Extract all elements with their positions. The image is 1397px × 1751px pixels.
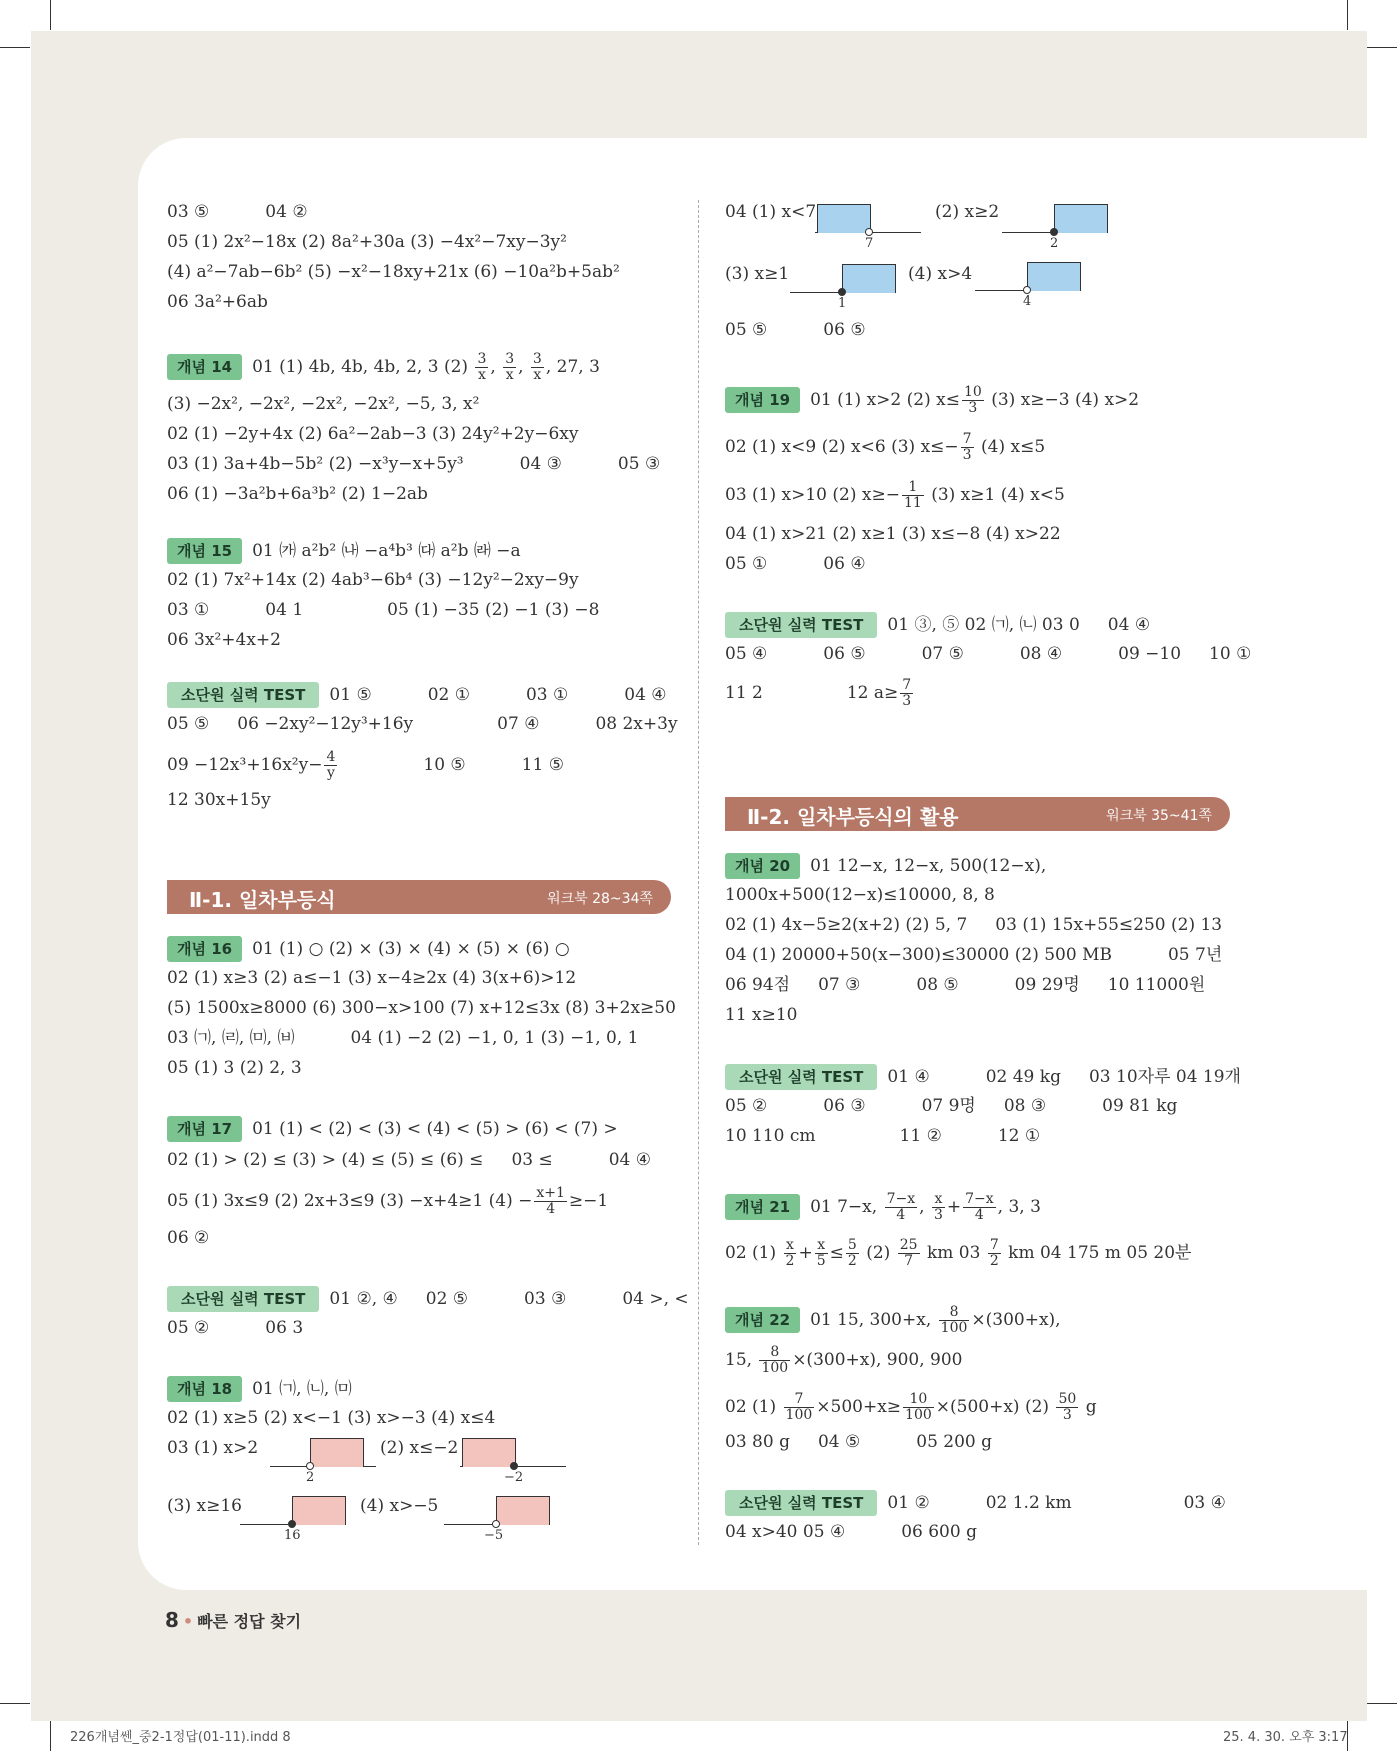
fraction: $\frac{5}{2}$ (847, 1237, 857, 1269)
answer-line: 02 (1) $\frac{7}{100}$ ×500+x≥ $\frac{10}{100}$ ×(500+x) (2) $\frac{50}{3}$ g (725, 1391, 1097, 1423)
answer-line: (5) 1500x≥8000 (6) 300−x>100 (7) x+12≤3x (8) 3+2x≥50 (167, 998, 676, 1018)
answer-line: 05 (1) 2x²−18x (2) 8a²+30a (3) −4x²−7xy−3y² (167, 232, 567, 252)
answer-line: 04 (1) x>21 (2) x≥1 (3) x≤−8 (4) x>22 (725, 524, 1061, 544)
number-line: −5 (444, 1496, 554, 1546)
answer-line: 15, $\frac{8}{100}$ ×(300+x), 900, 900 (725, 1344, 963, 1376)
test-badge: 소단원 실력 TEST (167, 682, 319, 708)
answer-line: 10 110 cm 11 ② 12 ① (725, 1126, 1041, 1146)
section-header-2: Ⅱ-2. 일차부등식의 활용 워크북 35~41쪽 (725, 797, 1230, 831)
crop-mark (1347, 0, 1348, 30)
answer-line: 05 ⑤ 06 ⑤ (725, 320, 866, 340)
fraction: $\frac{3}{x}$ (477, 351, 487, 383)
answer-line: (2) x≥2 (935, 202, 1000, 222)
number-line: −2 (460, 1438, 570, 1488)
answer-line: (2) x≤−2 (380, 1438, 459, 1458)
concept-badge: 개념 22 (725, 1307, 800, 1333)
number-line: 16 (240, 1496, 350, 1546)
crop-mark (1367, 1703, 1397, 1704)
fraction: $\frac{7}{3}$ (902, 677, 912, 709)
concept-badge: 개념 16 (167, 936, 242, 962)
concept-badge: 개념 17 (167, 1116, 242, 1142)
footer-title: 빠른 정답 찾기 (197, 1612, 302, 1631)
concept-17-line: 개념 17 01 (1) < (2) < (3) < (4) < (5) > (6) < (7) > (167, 1116, 618, 1142)
fraction: $\frac{25}{7}$ (899, 1237, 918, 1269)
fraction: $\frac{7}{100}$ (785, 1391, 813, 1423)
answer-line: (4) x>−5 (360, 1496, 439, 1516)
concept-badge: 개념 20 (725, 853, 800, 879)
test-5-line: 소단원 실력 TEST 01 ② 02 1.2 km 03 ④ (725, 1490, 1226, 1516)
test-1-line: 소단원 실력 TEST 01 ⑤ 02 ① 03 ① 04 ④ (167, 682, 667, 708)
answer-line: (4) x>4 (908, 264, 973, 284)
answer-line: 03 ㈀, ㈃, ㈄, ㈅ 04 (1) −2 (2) −1, 0, 1 (3) −1, 0, 1 (167, 1028, 639, 1048)
fraction: $\frac{x+1}{4}$ (536, 1185, 565, 1217)
test-badge: 소단원 실력 TEST (725, 1490, 877, 1516)
concept-badge: 개념 21 (725, 1194, 800, 1220)
concept-badge: 개념 15 (167, 538, 242, 564)
concept-badge: 개념 18 (167, 1376, 242, 1402)
answer-line: 04 (1) x<7 (725, 202, 817, 222)
answer-line: 03 ① 04 1 05 (1) −35 (2) −1 (3) −8 (167, 600, 600, 620)
fraction: $\frac{50}{3}$ (1058, 1391, 1077, 1423)
answer-line: 02 (1) x≥3 (2) a≤−1 (3) x−4≥2x (4) 3(x+6)>12 (167, 968, 577, 988)
answer-line: 02 (1) 7x²+14x (2) 4ab³−6b⁴ (3) −12y²−2xy−9y (167, 570, 579, 590)
concept-22-line: 개념 22 01 15, 300+x, $\frac{8}{100}$ ×(300+x), (725, 1305, 1061, 1336)
concept-21-line: 개념 21 01 7−x, $\frac{7-x}{4}$ , $\frac{x}{3}$ + $\frac{7-x}{4}$ , 3, 3 (725, 1192, 1041, 1223)
column-divider (698, 200, 699, 1545)
answer-line: 03 (1) x>2 (167, 1438, 259, 1458)
fraction: $\frac{1}{11}$ (903, 479, 922, 511)
answer-line: 05 ② 06 ③ 07 9명 08 ③ 09 81 kg (725, 1096, 1178, 1116)
footer-dot: • (182, 1612, 194, 1631)
answer-line: 05 (1) 3 (2) 2, 3 (167, 1058, 302, 1078)
crop-mark (1367, 47, 1397, 48)
answer-line: 11 2 12 a≥ $\frac{7}{3}$ (725, 677, 912, 709)
crop-mark (50, 0, 51, 30)
answer-line: 03 (1) 3a+4b−5b² (2) −x³y−x+5y³ 04 ③ 05 ③ (167, 454, 661, 474)
answer-line: 02 (1) x≥5 (2) x<−1 (3) x>−3 (4) x≤4 (167, 1408, 496, 1428)
answer-line: 05 ⑤ 06 −2xy²−12y³+16y 07 ④ 08 2x+3y (167, 714, 678, 734)
concept-14-line: 개념 14 01 (1) 4b, 4b, 4b, 2, 3 (2) $\frac{3}{x}$ , $\frac{3}{x}$ , $\frac{3}{x}$ , 27, 3 (167, 352, 600, 383)
fraction: $\frac{x}{3}$ (933, 1191, 943, 1223)
answer-line: 02 (1) > (2) ≤ (3) > (4) ≤ (5) ≤ (6) ≤ 03 ≤ 04 ④ (167, 1150, 651, 1170)
answer-line: 11 x≥10 (725, 1005, 798, 1025)
answer-line: 05 ① 06 ④ (725, 554, 866, 574)
answer-line: 09 −12x³+16x²y− $\frac{4}{y}$ 10 ⑤ 11 ⑤ (167, 749, 564, 781)
answer-line: (3) x≥1 (725, 264, 790, 284)
fraction: $\frac{10}{3}$ (963, 384, 982, 416)
concept-19-line: 개념 19 01 (1) x>2 (2) x≤ $\frac{10}{3}$ (3) x≥−3 (4) x>2 (725, 385, 1139, 416)
print-date: 25. 4. 30. 오후 3:17 (1223, 1730, 1348, 1745)
concept-15-line: 개념 15 01 ㈎ a²b² ㈏ −a⁴b³ ㈐ a²b ㈑ −a (167, 538, 521, 564)
answer-line: 06 3x²+4x+2 (167, 630, 281, 650)
fraction: $\frac{8}{100}$ (761, 1344, 789, 1376)
answer-line: 06 94점 07 ③ 08 ⑤ 09 29명 10 11000원 (725, 975, 1206, 995)
crop-mark (50, 1721, 51, 1751)
test-3-line: 소단원 실력 TEST 01 ③, ⑤ 02 ㈀, ㈁ 03 0 04 ④ (725, 612, 1150, 638)
concept-badge: 개념 19 (725, 387, 800, 413)
answer-line: 1000x+500(12−x)≤10000, 8, 8 (725, 885, 995, 905)
test-4-line: 소단원 실력 TEST 01 ④ 02 49 kg 03 10자루 04 19개 (725, 1064, 1241, 1090)
answer-line: 12 30x+15y (167, 790, 271, 810)
crop-mark (0, 47, 30, 48)
answer-line: (3) −2x², −2x², −2x², −2x², −5, 3, x² (167, 394, 480, 414)
answer-line: 02 (1) −2y+4x (2) 6a²−2ab−3 (3) 24y²+2y−6xy (167, 424, 579, 444)
crop-mark (0, 1703, 30, 1704)
fraction: $\frac{7-x}{4}$ (886, 1191, 916, 1223)
number-line: 1 (790, 264, 900, 314)
answer-line: 03 ⑤ 04 ② (167, 202, 308, 222)
test-2-line: 소단원 실력 TEST 01 ②, ④ 02 ⑤ 03 ③ 04 >, < (167, 1286, 689, 1312)
fraction: $\frac{10}{100}$ (905, 1391, 932, 1423)
fraction: $\frac{4}{y}$ (326, 749, 336, 781)
answer-line: 02 (1) x<9 (2) x<6 (3) x≤− $\frac{7}{3}$ (4) x≤5 (725, 431, 1046, 463)
answer-line: 04 (1) 20000+50(x−300)≤30000 (2) 500 MB 05 7년 (725, 945, 1223, 965)
answer-line: 06 3a²+6ab (167, 292, 268, 312)
file-slug: 226개념쎈_중2-1정답(01-11).indd 8 (70, 1730, 291, 1745)
number-line: 7 (815, 204, 925, 254)
section-header-1: Ⅱ-1. 일차부등식 워크북 28~34쪽 (167, 880, 671, 914)
concept-20-line: 개념 20 01 12−x, 12−x, 500(12−x), (725, 853, 1046, 879)
test-badge: 소단원 실력 TEST (725, 1064, 877, 1090)
answer-line: 03 (1) x>10 (2) x≥− $\frac{1}{11}$ (3) x≥1 (4) x<5 (725, 479, 1065, 511)
concept-18-line: 개념 18 01 ㈀, ㈁, ㈄ (167, 1376, 352, 1402)
fraction: $\frac{7}{3}$ (962, 431, 972, 463)
test-badge: 소단원 실력 TEST (725, 612, 877, 638)
answer-line: 02 (1) $\frac{x}{2}$ + $\frac{x}{5}$ ≤ $\frac{5}{2}$ (2) $\frac{25}{7}$ km 03 $\frac{7}{2}$ km 04 175 m 05 20분 (725, 1237, 1192, 1269)
fraction: $\frac{7}{2}$ (989, 1237, 999, 1269)
answer-line: 06 ② (167, 1228, 210, 1248)
concept-16-line: 개념 16 01 (1) ○ (2) × (3) × (4) × (5) × (6) ○ (167, 936, 570, 962)
number-line: 2 (270, 1438, 380, 1488)
test-badge: 소단원 실력 TEST (167, 1286, 319, 1312)
fraction: $\frac{x}{5}$ (816, 1237, 826, 1269)
fraction: $\frac{x}{2}$ (785, 1237, 795, 1269)
number-line: 2 (1002, 204, 1112, 254)
fraction: $\frac{7-x}{4}$ (965, 1191, 994, 1223)
page-footer (165, 1608, 301, 1632)
number-line: 4 (975, 262, 1085, 312)
fraction: $\frac{3}{x}$ (505, 351, 515, 383)
answer-line: 06 (1) −3a²b+6a³b² (2) 1−2ab (167, 484, 428, 504)
answer-line: 05 (1) 3x≤9 (2) 2x+3≤9 (3) −x+4≥1 (4) − $\frac{x+1}{4}$ ≥−1 (167, 1185, 609, 1217)
answer-line: (3) x≥16 (167, 1496, 242, 1516)
answer-line: 02 (1) 4x−5≥2(x+2) (2) 5, 7 03 (1) 15x+55≤250 (2) 13 (725, 915, 1223, 935)
fraction: $\frac{8}{100}$ (940, 1304, 968, 1336)
answer-line: 04 x>40 05 ④ 06 600 g (725, 1522, 977, 1542)
concept-badge: 개념 14 (167, 354, 242, 380)
page-number: 8 (165, 1608, 179, 1632)
answer-line: 05 ④ 06 ⑤ 07 ⑤ 08 ④ 09 −10 10 ① (725, 644, 1252, 664)
answer-line: 05 ② 06 3 (167, 1318, 304, 1338)
answer-line: (4) a²−7ab−6b² (5) −x²−18xy+21x (6) −10a²b+5ab² (167, 262, 620, 282)
fraction: $\frac{3}{x}$ (532, 351, 542, 383)
answer-line: 03 80 g 04 ⑤ 05 200 g (725, 1432, 993, 1452)
